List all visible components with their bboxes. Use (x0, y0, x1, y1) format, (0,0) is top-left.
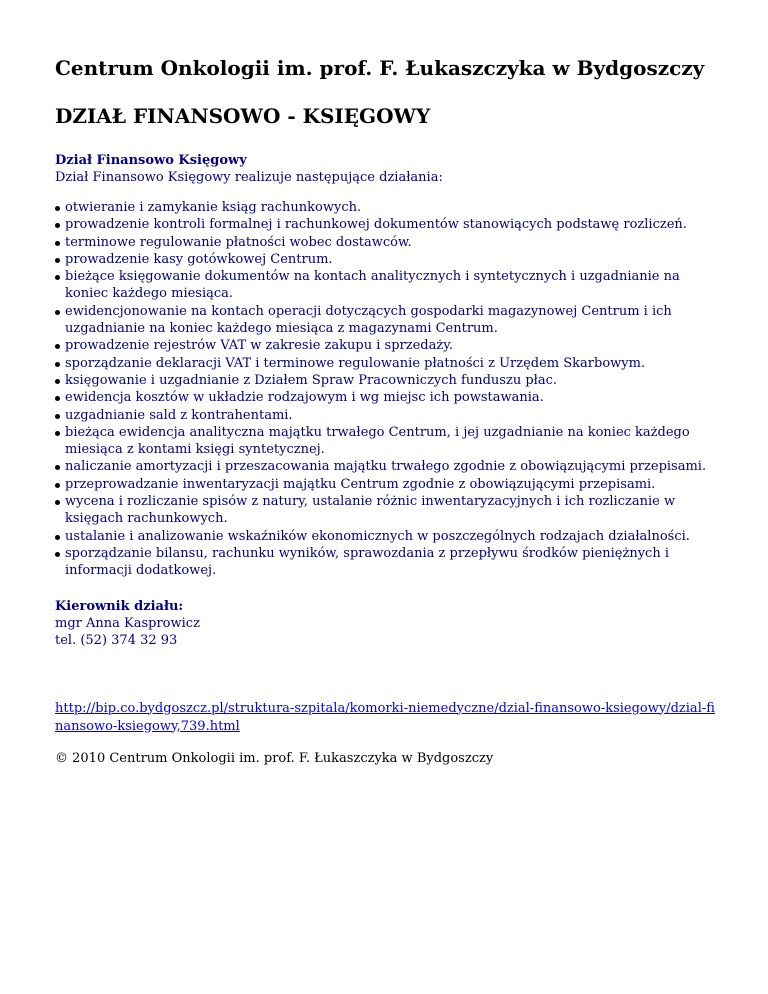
list-item: bieżąca ewidencja analityczna majątku trwałego Centrum, i jej uzgadnianie na koniec każdego miesiąca z kontami księgi syntetycznej. (65, 424, 720, 459)
section-title: Dział Finansowo Księgowy (55, 153, 247, 168)
list-item: ustalanie i analizowanie wskaźników ekonomicznych w poszczególnych rodzajach działalności. (65, 528, 720, 545)
list-item: ewidencja kosztów w układzie rodzajowym i wg miejsc ich powstawania. (65, 389, 720, 406)
task-list (55, 199, 720, 580)
source-url-link[interactable]: http://bip.co.bydgoszcz.pl/struktura-szpitala/komorki-niemedyczne/dzial-finansowo-ksiegowy/dzial-finansowo-ksiegowy,739.html (55, 700, 715, 734)
list-item: wycena i rozliczanie spisów z natury, ustalanie różnic inwentaryzacyjnych i ich rozliczanie w księgach rachunkowych. (65, 493, 720, 528)
list-item: naliczanie amortyzacji i przeszacowania majątku trwałego zgodnie z obowiązującymi przepisami. (65, 458, 720, 475)
list-item: bieżące księgowanie dokumentów na kontach analitycznych i syntetycznych i uzgadnianie na koniec każdego miesiąca. (65, 268, 720, 303)
list-item: terminowe regulowanie płatności wobec dostawców. (65, 234, 720, 251)
list-item: prowadzenie rejestrów VAT w zakresie zakupu i sprzedaży. (65, 337, 720, 354)
list-item: ewidencjonowanie na kontach operacji dotyczących gospodarki magazynowej Centrum i ich uzgadnianie na koniec każdego miesiąca z magazynami Centrum. (65, 303, 720, 338)
list-item: przeprowadzanie inwentaryzacji majątku Centrum zgodnie z obowiązującymi przepisami. (65, 476, 720, 493)
list-item: otwieranie i zamykanie ksiąg rachunkowych. (65, 199, 720, 216)
manager-name: mgr Anna Kasprowicz (55, 615, 200, 631)
list-item: prowadzenie kontroli formalnej i rachunkowej dokumentów stanowiących podstawę rozliczeń. (65, 216, 720, 233)
list-item: księgowanie i uzgadnianie z Działem Spraw Pracowniczych funduszu płac. (65, 372, 720, 389)
copyright-text: © 2010 Centrum Onkologii im. prof. F. Łukaszczyka w Bydgoszczy (55, 750, 494, 766)
intro-text: Dział Finansowo Księgowy realizuje następujące działania: (55, 170, 443, 185)
list-item: uzgadnianie sald z kontrahentami. (65, 407, 720, 424)
list-item: sporządzanie deklaracji VAT i terminowe regulowanie płatności z Urzędem Skarbowym. (65, 355, 720, 372)
institution-title: Centrum Onkologii im. prof. F. Łukaszczyka w Bydgoszczy (55, 56, 705, 80)
list-item: sporządzanie bilansu, rachunku wyników, sprawozdania z przepływu środków pieniężnych i informacji dodatkowej. (65, 545, 720, 580)
page (55, 54, 720, 768)
department-title: DZIAŁ FINANSOWO - KSIĘGOWY (55, 104, 431, 128)
manager-phone: tel. (52) 374 32 93 (55, 633, 178, 649)
manager-label: Kierownik działu: (55, 598, 184, 614)
list-item: prowadzenie kasy gotówkowej Centrum. (65, 251, 720, 268)
